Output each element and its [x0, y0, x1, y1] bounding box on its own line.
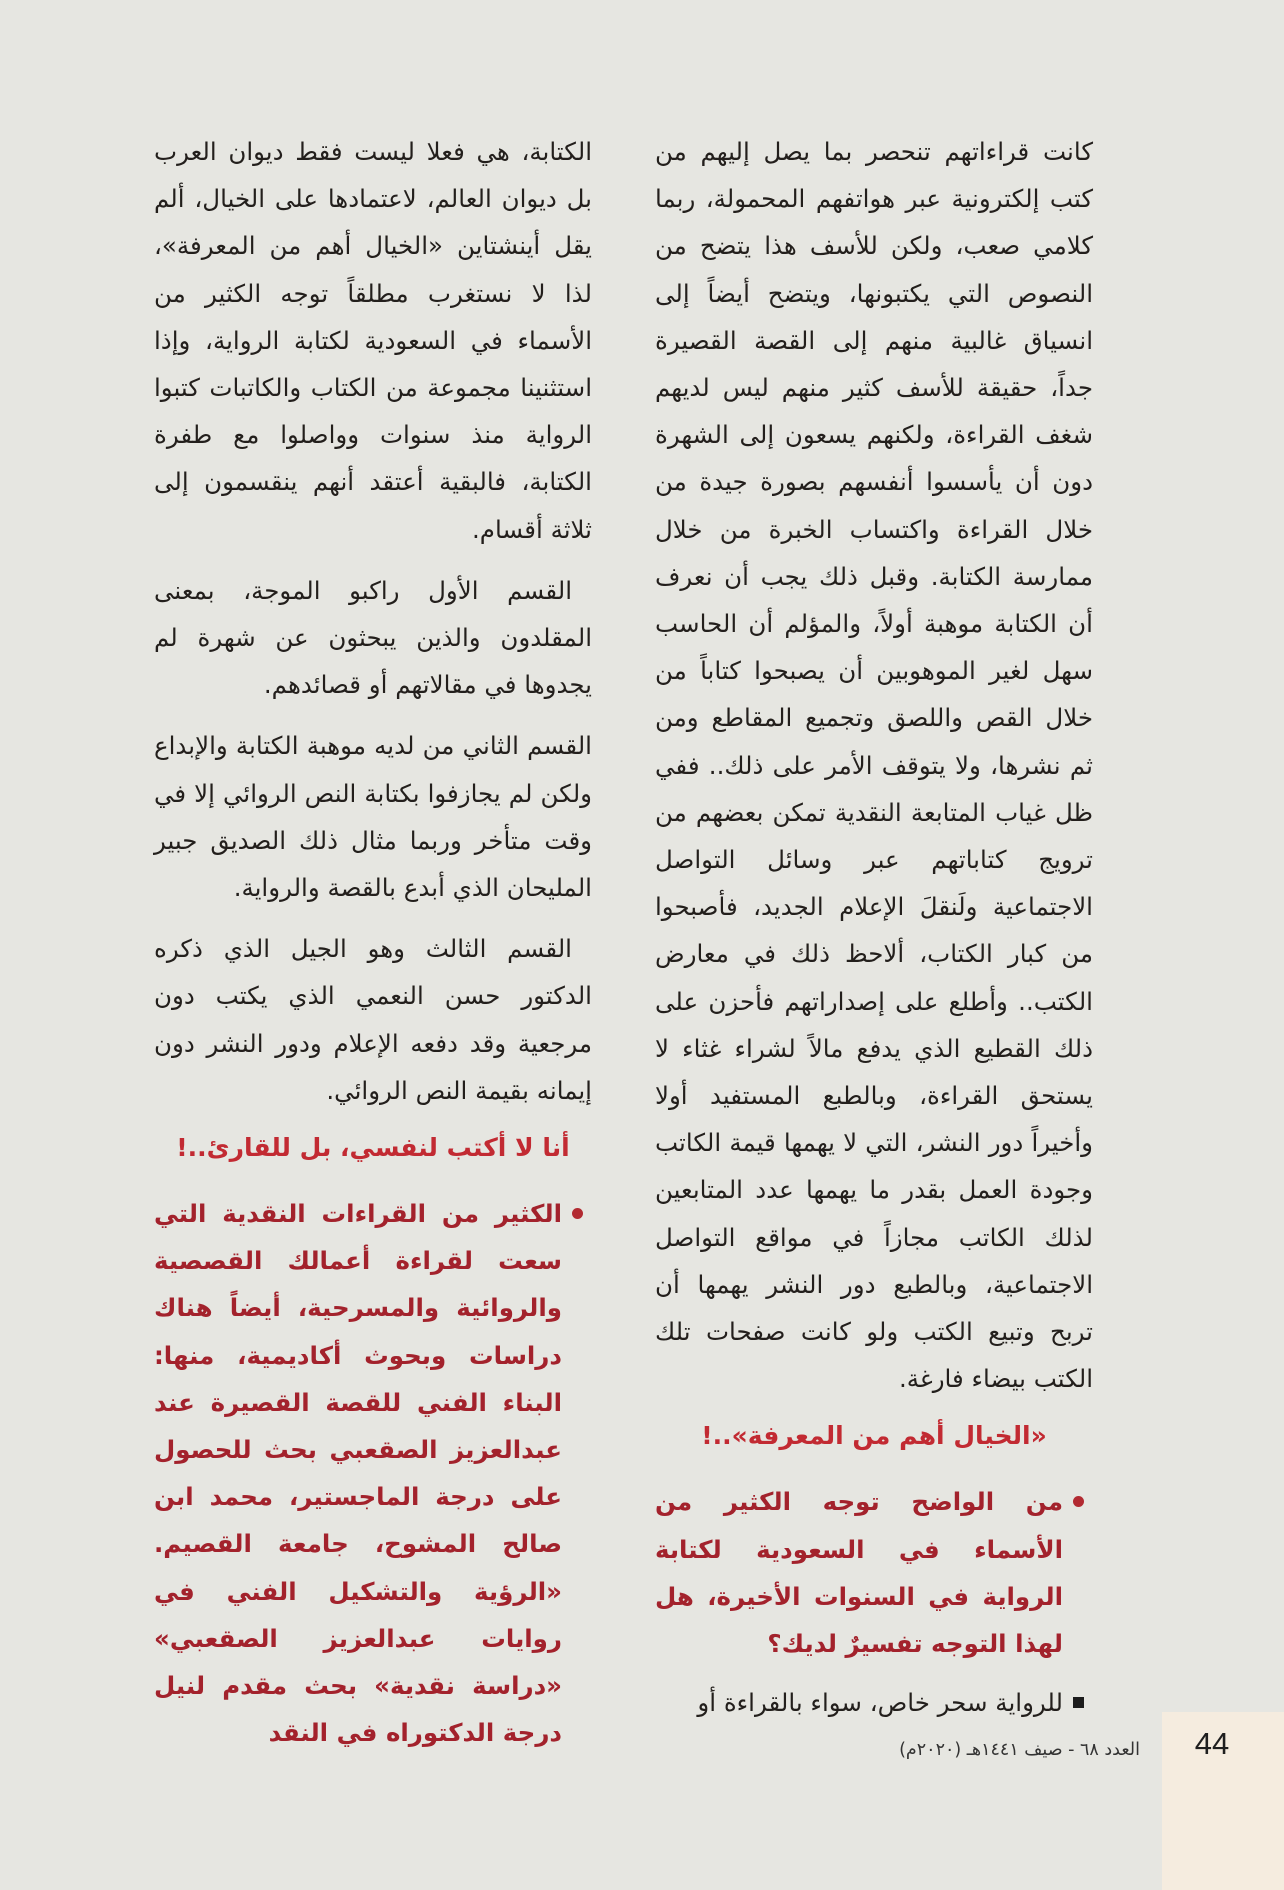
right-answer-text: للرواية سحر خاص، سواء بالقراءة أو [697, 1688, 1063, 1718]
question-bullet-icon [1063, 1478, 1093, 1525]
right-column [655, 128, 1093, 1739]
page-number: 44 [1194, 1726, 1230, 1761]
right-question-text: من الواضح توجه الكثير من الأسماء في السعودية لكتابة الرواية في السنوات الأخيرة، هل لهذا التوجه تفسيرٌ لديك؟ [655, 1487, 1063, 1659]
left-paragraph-1: الكتابة، هي فعلا ليست فقط ديوان العرب بل ديوان العالم، لاعتمادها على الخيال، ألم يقل أينشتاين «الخيال أهم من المعرفة»، لذا لا نستغرب مطلقاً توجه الكثير من الأسماء في السعودية لكتابة الرواية، وإذا استثنينا مجموعة من الكتاب والكاتبات كتبوا الرواية منذ سنوات وواصلوا مع طفرة الكتابة، فالبقية أعتقد أنهم ينقسمون إلى ثلاثة أقسام. [154, 137, 592, 544]
left-section-heading: أنا لا أكتب لنفسي، بل للقارئ..! [176, 1133, 570, 1163]
left-question [154, 1190, 592, 1756]
left-question-text: الكثير من القراءات النقدية التي سعت لقراءة أعمالك القصصية والروائية والمسرحية، أيضاً هناك دراسات وبحوث أكاديمية، منها: البناء الفني للقصة القصيرة عند عبدالعزيز الصقعبي بحث للحصول على درجة الماجستير، محمد ابن صالح المشوح، جامعة القصيم. «الرؤية والتشكيل الفني في روايات عبدالعزيز الصقعبي» «دراسة نقدية» بحث مقدم لنيل درجة الدكتوراه في النقد [154, 1199, 562, 1748]
left-paragraph-2: القسم الأول راكبو الموجة، بمعنى المقلدون والذين يبحثون عن شهرة لم يجدوها في مقالاتهم أو قصائدهم. [154, 575, 592, 700]
right-section-heading: «الخيال أهم من المعرفة»..! [701, 1421, 1047, 1451]
left-column [154, 128, 592, 1769]
question-bullet-icon [562, 1190, 592, 1237]
right-question [655, 1478, 1093, 1667]
issue-info: العدد ٦٨ - صيف ١٤٤١هـ (٢٠٢٠م) [899, 1740, 1140, 1760]
answer-square-icon [1063, 1679, 1093, 1726]
right-answer [655, 1679, 1093, 1726]
right-paragraph-1: كانت قراءاتهم تنحصر بما يصل إليهم من كتب إلكترونية عبر هواتفهم المحمولة، ربما كلامي صعب، ولكن للأسف هذا يتضح من النصوص التي يكتبونها، ويتضح أيضاً إلى انسياق غالبية منهم إلى القصة القصيرة جداً، حقيقة للأسف كثير منهم ليس لديهم شغف القراءة، ولكنهم يسعون إلى الشهرة دون أن يأسسوا أنفسهم بصورة جيدة من خلال القراءة واكتساب الخبرة من خلال ممارسة الكتابة. وقبل ذلك يجب أن نعرف أن الكتابة موهبة أولاً، والمؤلم أن الحاسب سهل لغير الموهوبين أن يصبحوا كتاباً من خلال القص واللصق وتجميع المقاطع ومن ثم نشرها، ولا يتوقف الأمر على ذلك.. ففي ظل غياب المتابعة النقدية تمكن بعضهم من ترويج كتاباتهم عبر وسائل التواصل الاجتماعية ولَنقلَ الإعلام الجديد، فأصبحوا من كبار الكتاب، ألاحظ ذلك في معارض الكتب.. وأطلع على إصداراتهم فأحزن على ذلك القطيع الذي يدفع مالاً لشراء غثاء لا يستحق القراءة، وبالطبع المستفيد أولا وأخيراً دور النشر، التي لا يهمها قيمة الكاتب وجودة العمل بقدر ما يهمها عدد المتابعين لذلك الكاتب مجازاً في مواقع التواصل الاجتماعية، وبالطبع دور النشر يهمها أن تربح وتبيع الكتب ولو كانت صفحات تلك الكتب بيضاء فارغة. [655, 137, 1093, 1394]
left-paragraph-3: القسم الثاني من لديه موهبة الكتابة والإبداع ولكن لم يجازفوا بكتابة النص الروائي إلا في وقت متأخر وربما مثال ذلك الصديق جبير المليحان الذي أبدع بالقصة والرواية. [154, 731, 592, 903]
left-paragraph-4: القسم الثالث وهو الجيل الذي ذكره الدكتور حسن النعمي الذي يكتب دون مرجعية وقد دفعه الإعلام ودور النشر دون إيمانه بقيمة النص الروائي. [154, 934, 592, 1105]
